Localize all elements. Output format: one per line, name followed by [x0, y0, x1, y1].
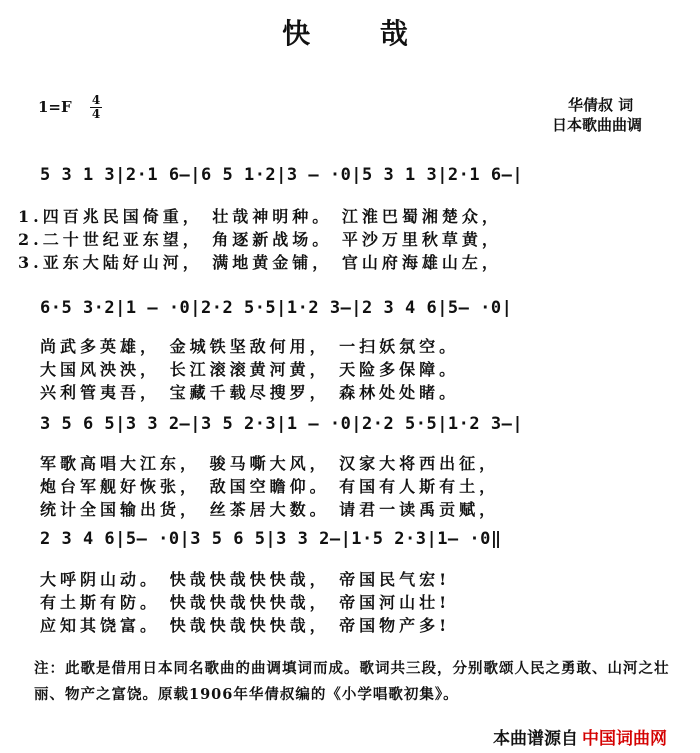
lyric-line-1-1: 1.四百兆民国倚重， 壮哉神明种。 江淮巴蜀湘楚众，	[18, 207, 502, 226]
lyric-line-3-2: 炮台军舰好恢张， 敌国空瞻仰。 有国有人斯有土，	[40, 477, 500, 496]
lyric-line-4-2: 有土斯有防。 快哉快哉快快哉， 帝国河山壮!	[40, 593, 451, 612]
lyric-line-2-3: 兴利管夷吾， 宝藏千载尽搜罗， 森林处处睹。	[40, 383, 460, 402]
key-signature: 1=F	[38, 98, 72, 116]
notation-line-1: 5 3 1 3|2·1 6—|6 5 1·2|3 — ·0|5 3 1 3|2·1 6—|	[40, 165, 524, 185]
time-signature	[88, 94, 104, 121]
notation-line-2: 6·5 3·2|1 — ·0|2·2 5·5|1·2 3—|2 3 4 6|5— ·0|	[40, 298, 513, 318]
time-signature-bottom: 4	[91, 107, 101, 121]
composer-credit: 日本歌曲曲调	[552, 116, 643, 134]
source-site-link[interactable]: 中国词曲网	[582, 729, 667, 749]
lyric-line-4-3: 应知其饶富。 快哉快哉快快哉， 帝国物产多!	[40, 616, 451, 635]
lyric-line-2-2: 大国风泱泱， 长江滚滚黄河黄， 天险多保障。	[40, 360, 460, 379]
lyricist-credit: 华倩叔 词	[568, 96, 634, 114]
footnote: 注：此歌是借用日本同名歌曲的曲调填词而成。歌词共三段，分别歌颂人民之勇敢、山河之壮丽、物产之富饶。原载1906年华倩叔编的《小学唱歌初集》。	[34, 660, 670, 703]
lyric-line-3-1: 军歌高唱大江东， 骏马嘶大风， 汉家大将西出征，	[40, 454, 500, 473]
lyric-line-1-2: 2.二十世纪亚东望， 角逐新战场。 平沙万里秋草黄，	[18, 230, 502, 249]
lyric-line-1-3: 3.亚东大陆好山河， 满地黄金铺， 官山府海雄山左，	[18, 253, 502, 272]
time-signature-top: 4	[91, 93, 101, 107]
lyric-line-4-1: 大呼阴山动。 快哉快哉快快哉， 帝国民气宏!	[40, 570, 451, 589]
song-title: 快 哉	[282, 17, 438, 50]
lyric-line-3-3: 统计全国输出货， 丝茶居大数。 请君一读禹贡赋，	[40, 500, 500, 519]
notation-line-4: 2 3 4 6|5— ·0|3 5 6 5|3 3 2—|1·5 2·3|1— ·0‖	[40, 529, 502, 549]
lyric-line-2-1: 尚武多英雄， 金城铁坚敌何用， 一扫妖氛空。	[40, 337, 460, 356]
source-label: 本曲谱源自	[493, 729, 578, 749]
notation-line-3: 3 5 6 5|3 3 2—|3 5 2·3|1 — ·0|2·2 5·5|1·2 3—|	[40, 414, 524, 434]
